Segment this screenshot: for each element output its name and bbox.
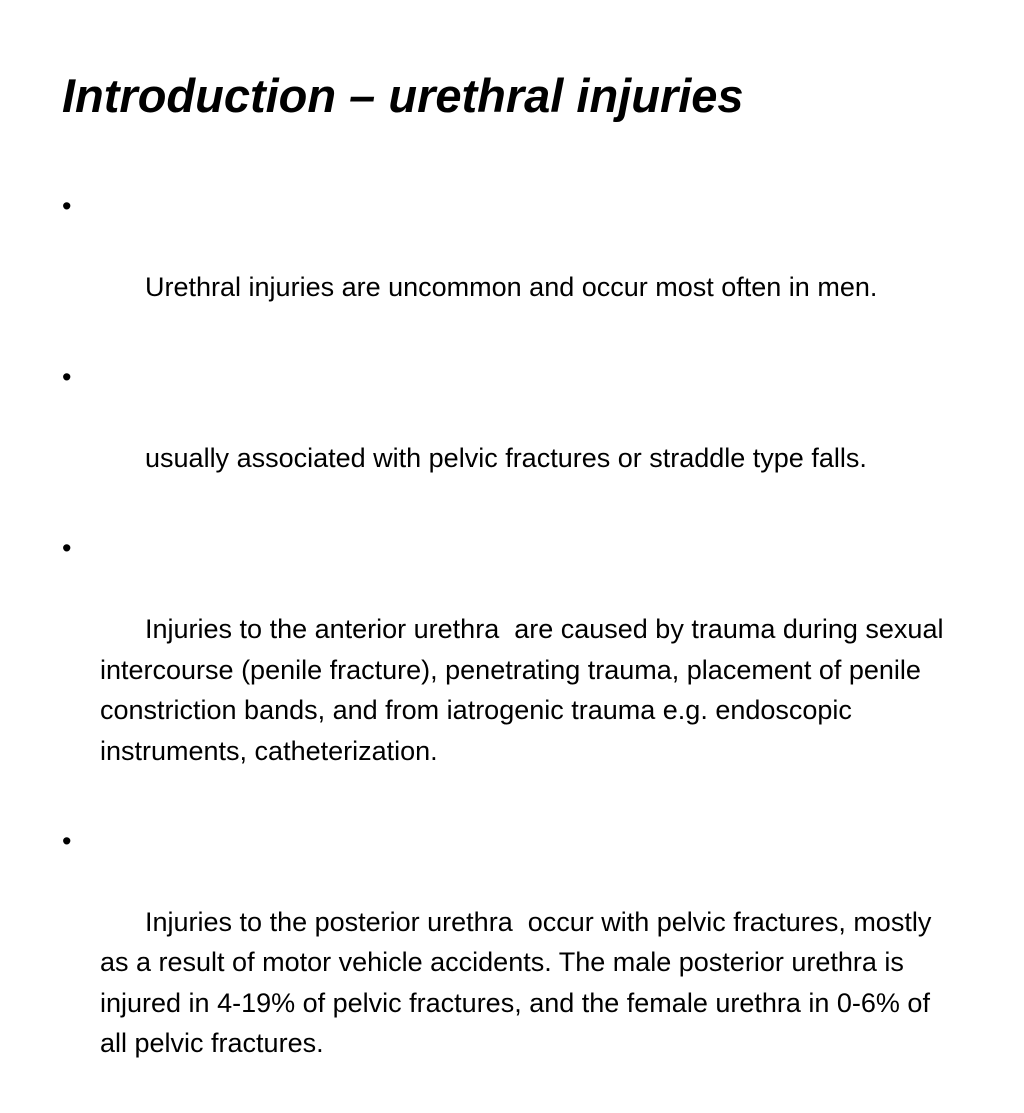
bullet-item: [62, 357, 962, 519]
slide-title: Introduction – urethral injuries: [62, 69, 744, 122]
bullet-item: [62, 821, 962, 1105]
bullet-text: Injuries to the posterior urethra occur with pelvic fractures, mostly as a result of motor vehicle accidents. The male posterior urethra is injured in 4-19% of pelvic fractures, and the female urethra in 0-6% of all pelvic fractures.: [100, 906, 939, 1058]
bullet-text: Injuries to the anterior urethra are caused by trauma during sexual intercourse (penile fracture), penetrating trauma, placement of penile constriction bands, and from iatrogenic trauma e.g. endoscopic instruments, catheterization.: [100, 614, 951, 766]
bullet-icon: •: [62, 191, 72, 221]
bullet-icon: •: [62, 362, 72, 392]
bullet-item: [62, 186, 962, 348]
bullet-text: usually associated with pelvic fractures or straddle type falls.: [145, 443, 867, 473]
bullet-item: [62, 528, 962, 812]
bullet-list: [62, 186, 962, 1113]
bullet-icon: •: [62, 533, 72, 563]
bullet-text: Urethral injuries are uncommon and occur most often in men.: [145, 272, 878, 302]
bullet-icon: •: [62, 825, 72, 856]
